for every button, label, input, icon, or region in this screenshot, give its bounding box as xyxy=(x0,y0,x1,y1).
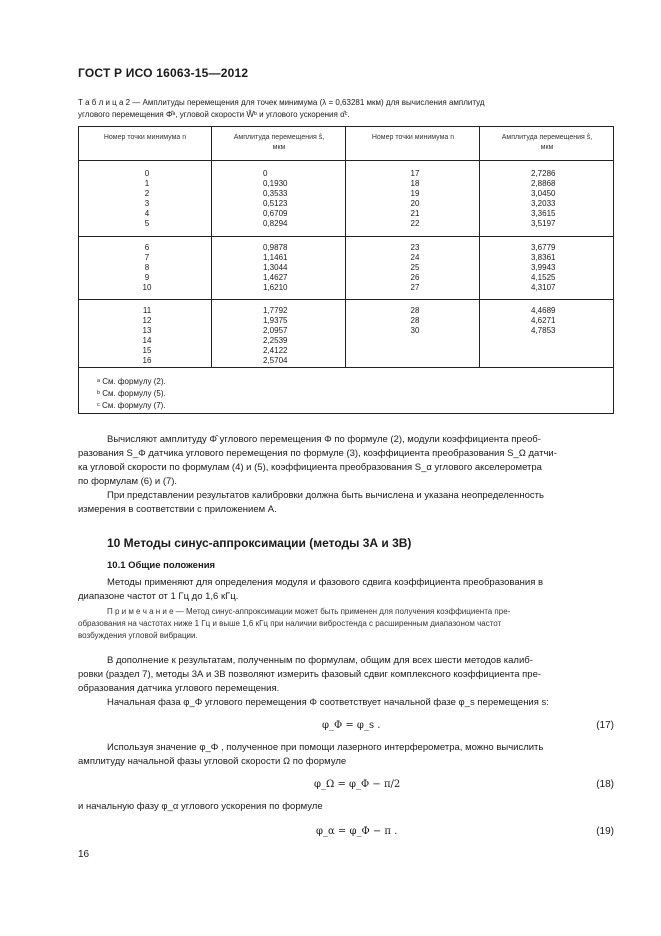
note xyxy=(78,606,614,642)
paragraph xyxy=(78,489,614,517)
text-line: амплитуду начальной фазы угловой скорости Ω по формуле xyxy=(78,756,347,767)
n-column xyxy=(119,306,175,366)
table-cell: 28 xyxy=(410,306,420,315)
text-line: Используя значение φ_Φ , полученное при помощи лазерного интерферометра, можно вычислить xyxy=(107,742,544,753)
table-cell: 3,8361 xyxy=(531,253,556,262)
column-header: Амплитуда перемещения ŝ, мкм xyxy=(233,134,325,151)
table-cell: 19 xyxy=(410,189,420,198)
table-cell: 3 xyxy=(144,199,150,208)
footnote: ᶜ См. формулу (7). xyxy=(97,401,166,410)
text-line: образования датчика углового перемещения. xyxy=(78,683,280,694)
table-cell: 7 xyxy=(144,253,150,262)
table-cell: 2,4122 xyxy=(263,346,288,355)
s-column xyxy=(263,169,303,229)
text-line: диапазоне частот от 1 Гц до 1,6 кГц. xyxy=(78,591,239,602)
s-column xyxy=(531,243,571,293)
table-cell: 4,7853 xyxy=(531,326,556,335)
table-divider xyxy=(79,160,613,161)
table-cell: 28 xyxy=(410,316,420,325)
page-number: 16 xyxy=(78,849,90,860)
table-cell: 1,6210 xyxy=(263,283,288,292)
table-cell: 21 xyxy=(410,209,420,218)
table-cell: 9 xyxy=(144,273,150,282)
table-cell: 6 xyxy=(144,243,150,252)
table-caption xyxy=(78,97,618,121)
table-cell: 2,2539 xyxy=(263,336,288,345)
s-column xyxy=(531,169,571,229)
table-cell: 3,2033 xyxy=(531,199,556,208)
formula-18: φ_Ω = φ_Φ − π/2 xyxy=(314,779,401,790)
table-cell: 27 xyxy=(410,283,420,292)
equation-number: (18) xyxy=(596,779,614,790)
table-divider xyxy=(79,299,613,300)
table-cell: 1,9375 xyxy=(263,316,288,325)
table-cell: 11 xyxy=(142,306,152,315)
table-cell: 4,3107 xyxy=(531,283,556,292)
text-line: разования S_Φ датчика углового перемещения по формуле (3), коэффициента преобразования S_Ω датчи- xyxy=(78,448,557,459)
table-cell: 0,6709 xyxy=(263,209,288,218)
table-cell: 1 xyxy=(144,179,150,188)
table-cell: 4,6271 xyxy=(531,316,556,325)
table-divider xyxy=(79,367,613,368)
table-cell: 17 xyxy=(410,169,420,178)
text-line: возбуждения угловой вибрации. xyxy=(78,631,198,640)
paragraph: и начальную фазу φ_α углового ускорения по формуле xyxy=(78,801,323,812)
text-line: ровки (раздел 7), методы 3А и 3В позволяют измерить фазовый сдвиг комплексного коэффициента пре- xyxy=(78,669,542,680)
section-title: 10 Методы синус-аппроксимации (методы 3А и 3В) xyxy=(107,536,412,550)
table-cell: 20 xyxy=(410,199,420,208)
column-header: Номер точки минимума n xyxy=(103,134,187,141)
formula-17: φ_Φ = φ_s . xyxy=(322,720,381,731)
paragraph xyxy=(78,576,614,604)
text-line: измерения в соответствии с приложением А. xyxy=(78,504,277,515)
table-caption-line: углового перемещения Φ̂ᵃ, угловой скорости Ŵᵇ и углового ускорения α̂ᶜ. xyxy=(78,110,350,119)
table-cell: 16 xyxy=(142,356,152,365)
table-divider xyxy=(479,127,480,367)
s-column xyxy=(263,306,303,366)
table-cell: 10 xyxy=(142,283,152,292)
footnote: ᵃ См. формулу (2). xyxy=(97,377,166,386)
s-column xyxy=(263,243,303,293)
table-cell: 0 xyxy=(144,169,150,178)
table-cell: 1,4627 xyxy=(263,273,288,282)
table-cell: 2 xyxy=(144,189,150,198)
formula-19: φ_α = φ_Φ − π . xyxy=(316,826,398,837)
table-cell: 0 xyxy=(263,169,268,178)
table-cell: 30 xyxy=(410,326,420,335)
table-cell: 13 xyxy=(142,326,152,335)
table-cell: 0,3533 xyxy=(263,189,288,198)
table-cell: 2,8868 xyxy=(531,179,556,188)
table-cell: 1,1461 xyxy=(263,253,288,262)
n-column xyxy=(119,243,175,293)
table-cell: 23 xyxy=(410,243,420,252)
subsection-title: 10.1 Общие положения xyxy=(107,560,216,571)
table-caption-line: Т а б л и ц а 2 — Амплитуды перемещения для точек минимума (λ = 0,63281 мкм) для вычисления амплитуд xyxy=(78,98,485,107)
table-divider xyxy=(211,127,212,367)
table-cell: 4,4689 xyxy=(531,306,556,315)
table-cell: 2,0957 xyxy=(263,326,288,335)
table-cell: 3,6779 xyxy=(531,243,556,252)
text-line: по формулам (6) и (7). xyxy=(78,476,178,487)
amplitude-table xyxy=(78,126,614,414)
table-cell: 12 xyxy=(142,316,152,325)
table-cell: 1,3044 xyxy=(263,263,288,272)
table-cell: 25 xyxy=(410,263,420,272)
table-footnotes xyxy=(97,377,166,413)
text-line: Вычисляют амплитуду Φ̂ углового перемещения Φ по формуле (2), модули коэффициента преоб- xyxy=(107,434,541,445)
paragraph xyxy=(78,433,614,489)
equation-number: (17) xyxy=(596,720,614,731)
table-cell: 3,0450 xyxy=(531,189,556,198)
table-cell: 15 xyxy=(142,346,152,355)
table-cell: 8 xyxy=(144,263,150,272)
table-cell: 18 xyxy=(410,179,420,188)
table-cell: 22 xyxy=(410,219,420,228)
text-line: Методы применяют для определения модуля и фазового сдвига коэффициента преобразования в xyxy=(107,577,544,588)
table-cell: 1,7792 xyxy=(263,306,288,315)
text-line: При представлении результатов калибровки должна быть вычислена и указана неопределенность xyxy=(107,490,544,501)
n-column xyxy=(387,306,443,336)
text-line: образования на частотах ниже 1 Гц и выше 1,6 кГц при наличии вибростенда с расширенным диапазоном частот xyxy=(78,619,502,628)
paragraph xyxy=(78,741,614,769)
table-cell: 0,8294 xyxy=(263,219,288,228)
table-cell: 24 xyxy=(410,253,420,262)
equation-number: (19) xyxy=(596,826,614,837)
paragraph: Начальная фаза φ_Φ углового перемещения Φ соответствует начальной фазе φ_s перемещения s: xyxy=(107,697,549,708)
document-header: ГОСТ Р ИСО 16063-15—2012 xyxy=(78,66,249,80)
text-line: П р и м е ч а н и е — Метод синус-аппроксимации может быть применен для получения коэффициента пре- xyxy=(107,607,511,616)
table-cell: 26 xyxy=(410,273,420,282)
table-cell: 14 xyxy=(142,336,152,345)
footnote: ᵇ См. формулу (5). xyxy=(97,389,166,398)
table-cell: 4 xyxy=(144,209,150,218)
table-divider xyxy=(345,127,346,367)
table-cell: 2,5704 xyxy=(263,356,288,365)
n-column xyxy=(387,243,443,293)
table-cell: 4,1525 xyxy=(531,273,556,282)
table-cell: 5 xyxy=(144,219,150,228)
table-cell: 0,9878 xyxy=(263,243,288,252)
table-cell: 0,1930 xyxy=(263,179,288,188)
paragraph xyxy=(78,654,614,696)
s-column xyxy=(531,306,571,336)
n-column xyxy=(387,169,443,229)
table-cell: 2,7286 xyxy=(531,169,556,178)
table-cell: 3,3615 xyxy=(531,209,556,218)
column-header: Номер точки минимума n xyxy=(371,134,455,141)
table-divider xyxy=(79,236,613,237)
text-line: В дополнение к результатам, полученным по формулам, общим для всех шести методов калиб- xyxy=(107,655,533,666)
n-column xyxy=(119,169,175,229)
table-cell: 0,5123 xyxy=(263,199,288,208)
text-line: ка угловой скорости по формулам (4) и (5), коэффициента преобразования S_α углового акселерометра xyxy=(78,462,542,473)
table-cell: 3,9943 xyxy=(531,263,556,272)
table-cell: 3,5197 xyxy=(531,219,556,228)
column-header: Амплитуда перемещения ŝ, мкм xyxy=(501,134,593,151)
